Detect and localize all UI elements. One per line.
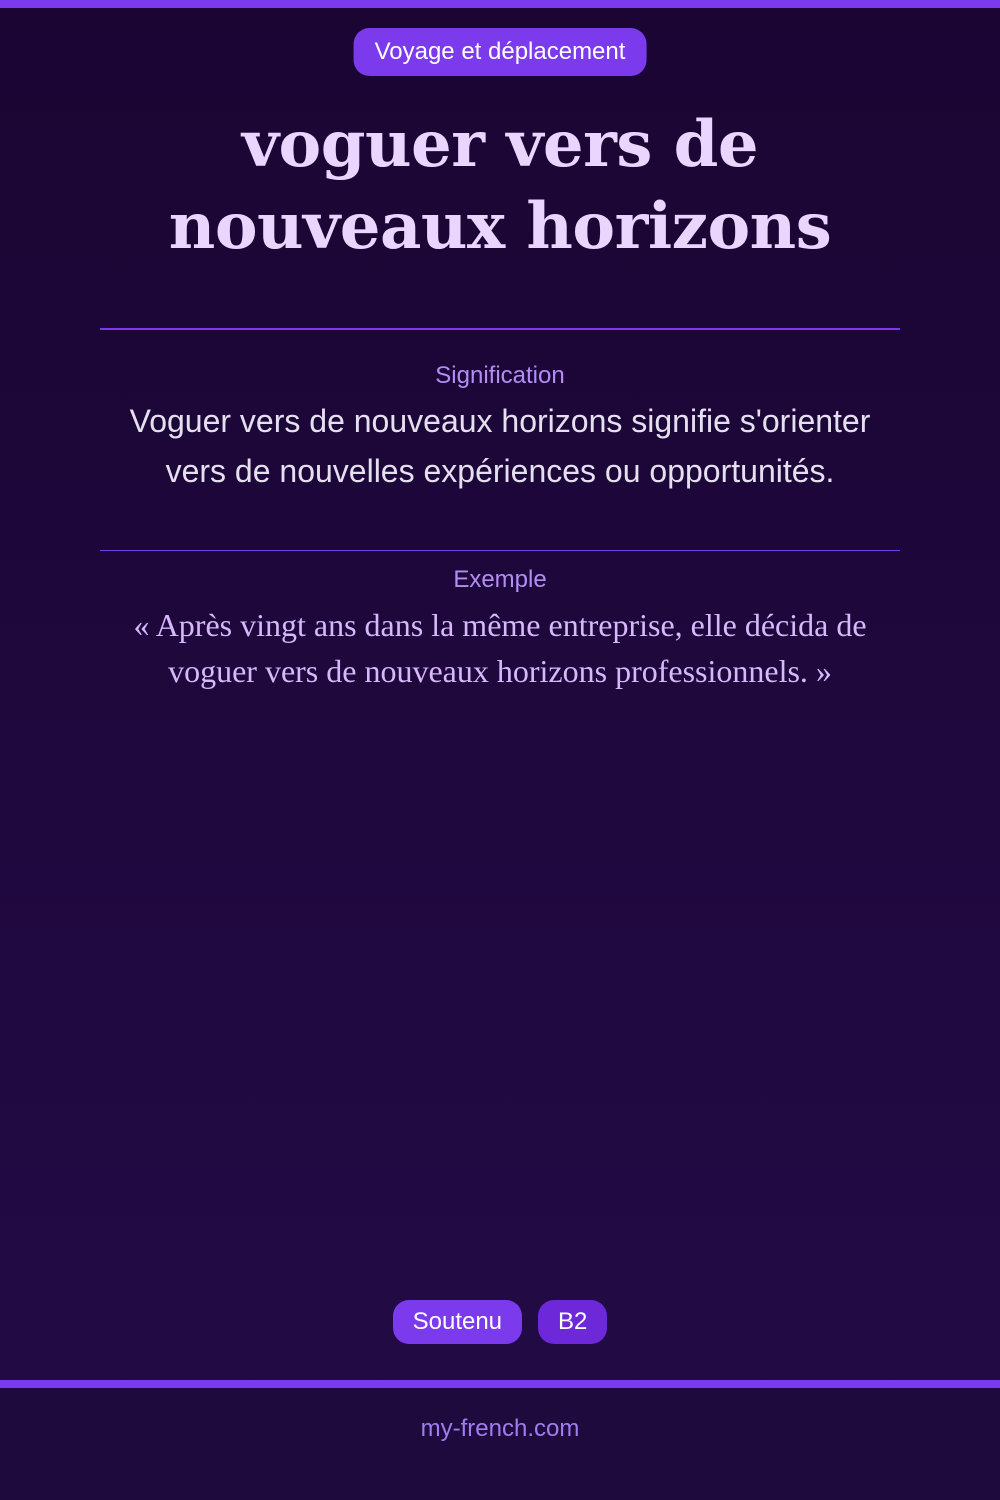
bottom-accent-bar: [0, 1380, 1000, 1388]
site-url: my-french.com: [420, 1415, 580, 1442]
register-tag: Soutenu: [393, 1300, 522, 1344]
level-tag: B2: [538, 1300, 607, 1344]
divider-top: [100, 328, 900, 330]
meaning-text: Voguer vers de nouveaux horizons signifie s'orienter vers de nouvelles expériences ou opportunités.: [129, 403, 871, 489]
expression-title: voguer vers de nouveaux horizons: [168, 107, 832, 264]
top-accent-bar: [0, 0, 1000, 8]
divider-middle: [100, 550, 900, 551]
example-text: « Après vingt ans dans la même entreprise, elle décida de voguer vers de nouveaux horizons professionnels. »: [133, 607, 867, 689]
tag-list: [0, 1300, 1000, 1344]
category-badge: Voyage et déplacement: [354, 28, 647, 76]
example-label: Exemple: [453, 566, 547, 593]
meaning-label: Signification: [435, 362, 565, 389]
